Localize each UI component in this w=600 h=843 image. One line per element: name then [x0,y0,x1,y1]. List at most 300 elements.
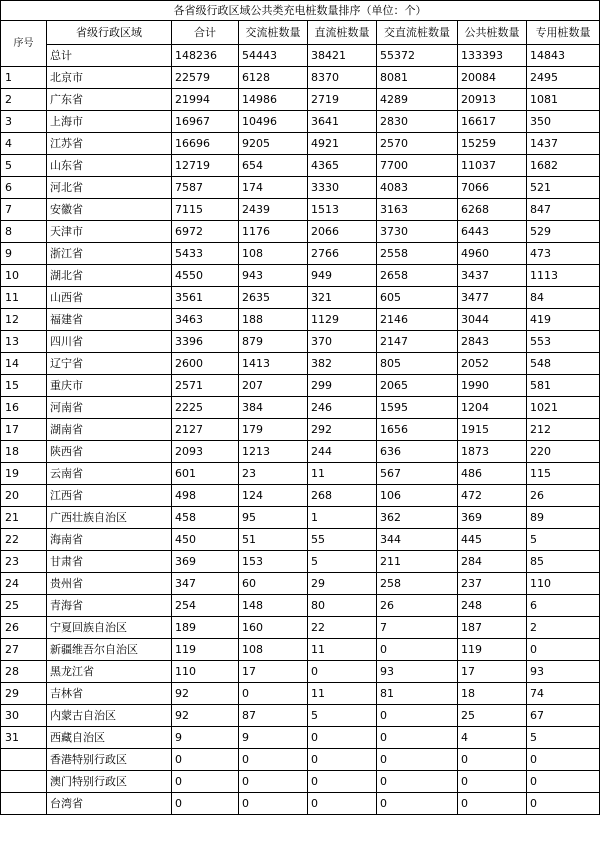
cell-seq: 26 [1,617,47,639]
cell-total: 7115 [172,199,239,221]
table-row [1,595,600,617]
cell-seq: 29 [1,683,47,705]
cell-dedicated: 26 [527,485,600,507]
cell-dedicated: 6 [527,595,600,617]
cell-dc: 1129 [308,309,377,331]
cell-dedicated: 93 [527,661,600,683]
cell-region: 青海省 [47,595,172,617]
cell-public: 15259 [458,133,527,155]
cell-dedicated: 212 [527,419,600,441]
cell-region: 湖北省 [47,265,172,287]
cell-total: 450 [172,529,239,551]
cell-ac: 153 [239,551,308,573]
cell-total: 110 [172,661,239,683]
cell-total: 22579 [172,67,239,89]
cell-public: 3437 [458,265,527,287]
header-row [1,21,600,45]
cell-dc: 949 [308,265,377,287]
cell-total: 498 [172,485,239,507]
cell-dc: 4365 [308,155,377,177]
cell-dc: 11 [308,639,377,661]
cell-ac: 9 [239,727,308,749]
table-row [1,749,600,771]
cell-ac: 188 [239,309,308,331]
cell-dc: 0 [308,771,377,793]
table-row [1,529,600,551]
cell-ac: 51 [239,529,308,551]
cell-dc: 29 [308,573,377,595]
table-row [1,639,600,661]
table-row [1,309,600,331]
cell-public: 284 [458,551,527,573]
header-region: 省级行政区域 [47,21,172,45]
cell-dedicated: 0 [527,749,600,771]
cell-acdc: 93 [377,661,458,683]
cell-acdc: 2830 [377,111,458,133]
cell-dc: 0 [308,749,377,771]
cell-ac: 1176 [239,221,308,243]
cell-acdc: 3163 [377,199,458,221]
cell-dedicated: 1437 [527,133,600,155]
cell-dedicated: 0 [527,771,600,793]
cell-region: 甘肃省 [47,551,172,573]
cell-total: 254 [172,595,239,617]
cell-seq: 28 [1,661,47,683]
total-ac: 54443 [239,45,308,67]
cell-region: 云南省 [47,463,172,485]
cell-seq: 10 [1,265,47,287]
cell-dedicated: 548 [527,353,600,375]
cell-public: 2052 [458,353,527,375]
cell-ac: 17 [239,661,308,683]
cell-dc: 55 [308,529,377,551]
cell-total: 16967 [172,111,239,133]
table-row [1,375,600,397]
cell-public: 369 [458,507,527,529]
cell-seq: 19 [1,463,47,485]
cell-ac: 6128 [239,67,308,89]
cell-seq: 14 [1,353,47,375]
cell-seq: 4 [1,133,47,155]
cell-public: 4 [458,727,527,749]
cell-dedicated: 553 [527,331,600,353]
cell-dedicated: 84 [527,287,600,309]
table-row [1,661,600,683]
cell-ac: 108 [239,243,308,265]
cell-ac: 1213 [239,441,308,463]
table-row [1,353,600,375]
cell-total: 12719 [172,155,239,177]
cell-acdc: 2570 [377,133,458,155]
cell-dc: 3641 [308,111,377,133]
cell-dedicated: 1021 [527,397,600,419]
cell-public: 187 [458,617,527,639]
cell-public: 472 [458,485,527,507]
cell-dc: 8370 [308,67,377,89]
header-seq: 序号 [1,21,47,67]
table-row [1,133,600,155]
cell-seq [1,771,47,793]
cell-acdc: 2146 [377,309,458,331]
cell-dedicated: 0 [527,639,600,661]
table-row [1,727,600,749]
header-dc: 直流桩数量 [308,21,377,45]
table-row [1,573,600,595]
cell-dc: 11 [308,463,377,485]
cell-public: 119 [458,639,527,661]
cell-public: 16617 [458,111,527,133]
cell-seq: 3 [1,111,47,133]
cell-seq: 12 [1,309,47,331]
total-public: 133393 [458,45,527,67]
total-total: 148236 [172,45,239,67]
cell-seq: 11 [1,287,47,309]
table-row [1,441,600,463]
cell-acdc: 4289 [377,89,458,111]
cell-total: 5433 [172,243,239,265]
cell-seq [1,793,47,815]
cell-public: 2843 [458,331,527,353]
cell-dc: 292 [308,419,377,441]
cell-dedicated: 1113 [527,265,600,287]
table-row [1,177,600,199]
cell-public: 0 [458,793,527,815]
cell-seq: 7 [1,199,47,221]
cell-dc: 2066 [308,221,377,243]
cell-public: 6268 [458,199,527,221]
cell-dc: 0 [308,793,377,815]
cell-acdc: 26 [377,595,458,617]
cell-seq: 30 [1,705,47,727]
cell-region: 上海市 [47,111,172,133]
cell-total: 3561 [172,287,239,309]
cell-dc: 244 [308,441,377,463]
cell-seq: 2 [1,89,47,111]
cell-acdc: 2147 [377,331,458,353]
table-row [1,793,600,815]
cell-ac: 160 [239,617,308,639]
cell-public: 6443 [458,221,527,243]
cell-ac: 95 [239,507,308,529]
cell-public: 17 [458,661,527,683]
cell-dedicated: 529 [527,221,600,243]
cell-total: 0 [172,793,239,815]
cell-seq: 31 [1,727,47,749]
cell-seq: 25 [1,595,47,617]
cell-acdc: 805 [377,353,458,375]
total-acdc: 55372 [377,45,458,67]
cell-seq: 23 [1,551,47,573]
cell-ac: 0 [239,771,308,793]
cell-acdc: 258 [377,573,458,595]
cell-seq: 22 [1,529,47,551]
cell-public: 0 [458,771,527,793]
cell-public: 0 [458,749,527,771]
cell-dc: 268 [308,485,377,507]
cell-ac: 9205 [239,133,308,155]
cell-ac: 0 [239,793,308,815]
cell-acdc: 0 [377,727,458,749]
cell-region: 广西壮族自治区 [47,507,172,529]
cell-ac: 0 [239,683,308,705]
cell-region: 吉林省 [47,683,172,705]
cell-total: 16696 [172,133,239,155]
cell-region: 西藏自治区 [47,727,172,749]
cell-public: 20084 [458,67,527,89]
cell-dedicated: 220 [527,441,600,463]
cell-public: 248 [458,595,527,617]
cell-seq: 8 [1,221,47,243]
cell-dedicated: 67 [527,705,600,727]
cell-ac: 60 [239,573,308,595]
cell-dedicated: 0 [527,793,600,815]
cell-acdc: 7700 [377,155,458,177]
cell-dedicated: 473 [527,243,600,265]
cell-region: 山东省 [47,155,172,177]
cell-region: 广东省 [47,89,172,111]
cell-public: 11037 [458,155,527,177]
cell-total: 0 [172,771,239,793]
cell-total: 92 [172,705,239,727]
cell-acdc: 0 [377,705,458,727]
cell-dc: 22 [308,617,377,639]
cell-ac: 2439 [239,199,308,221]
cell-acdc: 0 [377,793,458,815]
cell-public: 1990 [458,375,527,397]
cell-acdc: 8081 [377,67,458,89]
cell-public: 3044 [458,309,527,331]
table-row [1,617,600,639]
cell-seq: 13 [1,331,47,353]
cell-region: 浙江省 [47,243,172,265]
cell-region: 台湾省 [47,793,172,815]
cell-seq: 18 [1,441,47,463]
cell-total: 2571 [172,375,239,397]
table-row [1,705,600,727]
table-row [1,683,600,705]
cell-dedicated: 350 [527,111,600,133]
cell-total: 369 [172,551,239,573]
cell-ac: 179 [239,419,308,441]
cell-seq: 21 [1,507,47,529]
cell-acdc: 0 [377,771,458,793]
cell-acdc: 7 [377,617,458,639]
table-row [1,111,600,133]
cell-total: 92 [172,683,239,705]
header-ac: 交流桩数量 [239,21,308,45]
cell-ac: 207 [239,375,308,397]
cell-dedicated: 5 [527,529,600,551]
cell-seq [1,749,47,771]
cell-acdc: 3730 [377,221,458,243]
cell-region: 内蒙古自治区 [47,705,172,727]
cell-region: 贵州省 [47,573,172,595]
cell-dc: 299 [308,375,377,397]
cell-public: 237 [458,573,527,595]
cell-dc: 11 [308,683,377,705]
cell-ac: 87 [239,705,308,727]
cell-region: 澳门特别行政区 [47,771,172,793]
cell-region: 海南省 [47,529,172,551]
cell-public: 1204 [458,397,527,419]
cell-public: 3477 [458,287,527,309]
cell-dedicated: 1682 [527,155,600,177]
cell-acdc: 344 [377,529,458,551]
cell-acdc: 81 [377,683,458,705]
cell-total: 3396 [172,331,239,353]
cell-dedicated: 85 [527,551,600,573]
cell-ac: 10496 [239,111,308,133]
cell-seq: 24 [1,573,47,595]
table-row [1,551,600,573]
cell-acdc: 1656 [377,419,458,441]
cell-public: 486 [458,463,527,485]
cell-region: 重庆市 [47,375,172,397]
cell-ac: 879 [239,331,308,353]
cell-ac: 654 [239,155,308,177]
cell-seq: 16 [1,397,47,419]
cell-ac: 0 [239,749,308,771]
cell-ac: 148 [239,595,308,617]
cell-total: 347 [172,573,239,595]
cell-region: 四川省 [47,331,172,353]
cell-dedicated: 521 [527,177,600,199]
table-row [1,221,600,243]
cell-region: 北京市 [47,67,172,89]
cell-total: 3463 [172,309,239,331]
cell-total: 4550 [172,265,239,287]
cell-region: 江西省 [47,485,172,507]
cell-region: 新疆维吾尔自治区 [47,639,172,661]
cell-public: 1873 [458,441,527,463]
cell-total: 119 [172,639,239,661]
table-row [1,771,600,793]
header-dedicated: 专用桩数量 [527,21,600,45]
cell-public: 445 [458,529,527,551]
cell-region: 河南省 [47,397,172,419]
cell-dedicated: 115 [527,463,600,485]
cell-seq: 1 [1,67,47,89]
cell-acdc: 4083 [377,177,458,199]
cell-total: 2127 [172,419,239,441]
cell-total: 458 [172,507,239,529]
total-dc: 38421 [308,45,377,67]
cell-acdc: 567 [377,463,458,485]
table-row [1,243,600,265]
cell-total: 9 [172,727,239,749]
cell-ac: 124 [239,485,308,507]
cell-ac: 943 [239,265,308,287]
cell-dedicated: 581 [527,375,600,397]
cell-dedicated: 1081 [527,89,600,111]
table-row [1,265,600,287]
cell-region: 湖南省 [47,419,172,441]
cell-seq: 5 [1,155,47,177]
header-total: 合计 [172,21,239,45]
cell-dedicated: 89 [527,507,600,529]
cell-dedicated: 110 [527,573,600,595]
cell-total: 0 [172,749,239,771]
cell-region: 江苏省 [47,133,172,155]
cell-dc: 2766 [308,243,377,265]
cell-dedicated: 5 [527,727,600,749]
cell-total: 601 [172,463,239,485]
table-row [1,89,600,111]
cell-public: 25 [458,705,527,727]
table-row [1,331,600,353]
cell-region: 黑龙江省 [47,661,172,683]
cell-dc: 1513 [308,199,377,221]
cell-ac: 174 [239,177,308,199]
cell-ac: 384 [239,397,308,419]
cell-dc: 3330 [308,177,377,199]
cell-acdc: 605 [377,287,458,309]
title-row [1,1,600,21]
cell-acdc: 2065 [377,375,458,397]
table-row [1,397,600,419]
table-title: 各省级行政区域公共类充电桩数量排序（单位：个） [1,1,600,21]
cell-dedicated: 74 [527,683,600,705]
cell-acdc: 0 [377,749,458,771]
cell-ac: 1413 [239,353,308,375]
cell-region: 香港特别行政区 [47,749,172,771]
cell-dc: 370 [308,331,377,353]
cell-region: 山西省 [47,287,172,309]
cell-dc: 4921 [308,133,377,155]
cell-dedicated: 2 [527,617,600,639]
cell-dc: 382 [308,353,377,375]
cell-total: 2600 [172,353,239,375]
cell-region: 福建省 [47,309,172,331]
cell-acdc: 1595 [377,397,458,419]
cell-public: 20913 [458,89,527,111]
cell-acdc: 636 [377,441,458,463]
cell-dc: 246 [308,397,377,419]
cell-total: 2093 [172,441,239,463]
total-label: 总计 [47,45,172,67]
cell-region: 辽宁省 [47,353,172,375]
cell-dc: 1 [308,507,377,529]
cell-total: 6972 [172,221,239,243]
cell-dedicated: 847 [527,199,600,221]
cell-dc: 0 [308,661,377,683]
cell-dc: 0 [308,727,377,749]
cell-acdc: 362 [377,507,458,529]
cell-dc: 321 [308,287,377,309]
cell-acdc: 211 [377,551,458,573]
cell-public: 1915 [458,419,527,441]
header-acdc: 交直流桩数量 [377,21,458,45]
table-row [1,419,600,441]
cell-public: 18 [458,683,527,705]
cell-dedicated: 2495 [527,67,600,89]
cell-ac: 14986 [239,89,308,111]
table-row [1,155,600,177]
cell-acdc: 106 [377,485,458,507]
table-row [1,485,600,507]
cell-dedicated: 419 [527,309,600,331]
cell-seq: 6 [1,177,47,199]
cell-region: 安徽省 [47,199,172,221]
cell-dc: 2719 [308,89,377,111]
cell-region: 河北省 [47,177,172,199]
table-row [1,507,600,529]
table-row [1,463,600,485]
cell-seq: 17 [1,419,47,441]
cell-total: 189 [172,617,239,639]
cell-acdc: 0 [377,639,458,661]
cell-ac: 2635 [239,287,308,309]
